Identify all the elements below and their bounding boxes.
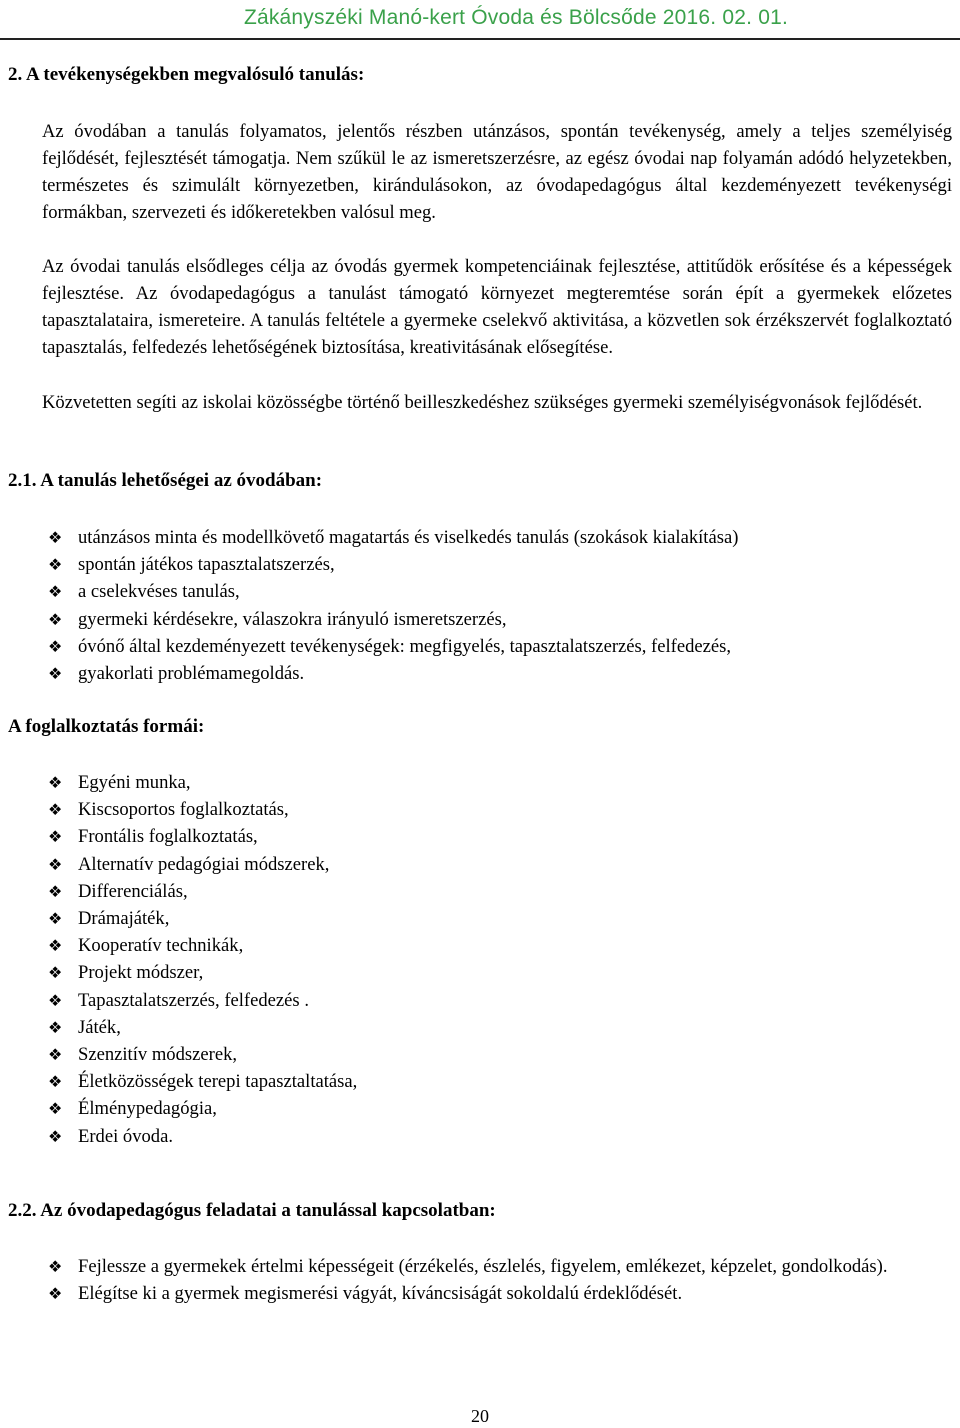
diamond-star-bullet-icon: ❖ [48, 582, 63, 602]
subsection-title-2-2: 2.2. Az óvodapedagógus feladatai a tanulással kapcsolatban: [8, 1200, 496, 1221]
diamond-star-bullet-icon: ❖ [48, 909, 63, 929]
list-item: ❖ Alternatív pedagógiai módszerek, [48, 851, 954, 878]
list-item: ❖ Differenciálás, [48, 878, 954, 905]
list-item: ❖ Kiscsoportos foglalkoztatás, [48, 796, 954, 823]
list-item: ❖ Játék, [48, 1014, 954, 1041]
diamond-star-bullet-icon: ❖ [48, 881, 63, 901]
list-item: ❖ gyakorlati problémamegoldás. [48, 660, 954, 687]
paragraph-1: Az óvodában a tanulás folyamatos, jelentős részben utánzásos, spontán tevékenység, amely a teljes személyiség fejlődését, fejlesztését támogatja. Nem szűkül le az ismeretszerzésre, az egész óvodai nap folyamán adódó helyzetekben, természetes és szimulált környezetben, kirándulásokon, az óvodapedagógus által kezdeményezett tevékenységi formákban, szervezeti és időkeretekben valósul meg. [42, 121, 952, 223]
subsection-title-forms: A foglalkoztatás formái: [8, 716, 205, 737]
diamond-star-bullet-icon: ❖ [48, 555, 63, 575]
diamond-star-bullet-icon: ❖ [48, 854, 63, 874]
diamond-star-bullet-icon: ❖ [48, 800, 63, 820]
list-item: ❖ utánzásos minta és modellkövető magatartás és viselkedés tanulás (szokások kialakítása) [48, 524, 954, 551]
diamond-star-bullet-icon: ❖ [48, 963, 63, 983]
learning-opportunities-list [48, 524, 954, 687]
section-title: 2. A tevékenységekben megvalósuló tanulás: [8, 64, 365, 85]
list-item: ❖ Élménypedagógia, [48, 1095, 954, 1122]
diamond-star-bullet-icon: ❖ [48, 1257, 63, 1276]
diamond-star-bullet-icon: ❖ [48, 664, 63, 684]
diamond-star-bullet-icon: ❖ [48, 827, 63, 847]
list-item: ❖ óvónő által kezdeményezett tevékenységek: megfigyelés, tapasztalatszerzés, felfedezés, [48, 633, 954, 660]
header-title: Zákányszéki Manó-kert Óvoda és Bölcsőde 2016. 02. 01. [243, 6, 788, 29]
subsection-title-2-1: 2.1. A tanulás lehetőségei az óvodában: [8, 470, 323, 491]
diamond-star-bullet-icon: ❖ [48, 1126, 63, 1146]
list-item: ❖ Frontális foglalkoztatás, [48, 823, 954, 850]
forms-list [48, 769, 954, 1150]
list-item: ❖ Erdei óvoda. [48, 1123, 954, 1150]
page-number: 20 [471, 1406, 489, 1426]
list-item: ❖ Elégítse ki a gyermek megismerési vágyát, kíváncsiságát sokoldalú érdeklődését. [48, 1280, 954, 1307]
diamond-star-bullet-icon: ❖ [48, 528, 63, 547]
paragraph-2: Az óvodai tanulás elsődleges célja az óvodás gyermek kompetenciáinak fejlesztése, attitűdök erősítése és a képességek fejlesztése. Az óvodapedagógus a tanulást támogató környezet megteremtése során épít a gyermekek előzetes tapasztalataira, ismereteire. A tanulás feltétele a gyermeke cselekvő aktivitása, a közvetlen sok érzékszervét foglalkoztató tapasztalás, felfedezés lehetőségének biztosítása, kreativitásának elősegítése. [42, 256, 952, 358]
diamond-star-bullet-icon: ❖ [48, 936, 63, 956]
diamond-star-bullet-icon: ❖ [48, 1045, 63, 1065]
teacher-tasks-list [48, 1253, 954, 1307]
diamond-star-bullet-icon: ❖ [48, 773, 63, 792]
header-divider [0, 38, 960, 40]
list-item: ❖ Drámajáték, [48, 905, 954, 932]
list-item: ❖ gyermeki kérdésekre, válaszokra irányuló ismeretszerzés, [48, 606, 954, 633]
list-item: ❖ Kooperatív technikák, [48, 932, 954, 959]
list-item: ❖ Életközösségek terepi tapasztaltatása, [48, 1068, 954, 1095]
list-item: ❖ a cselekvéses tanulás, [48, 578, 954, 605]
list-item: ❖ Egyéni munka, [48, 769, 954, 796]
paragraph-3: Közvetetten segíti az iskolai közösségbe történő beilleszkedéshez szükséges gyermeki személyiségvonások fejlődését. [42, 392, 923, 413]
list-item: ❖ Fejlessze a gyermekek értelmi képességeit (érzékelés, észlelés, figyelem, emlékezet, képzelet, gondolkodás). [48, 1253, 954, 1280]
list-item: ❖ spontán játékos tapasztalatszerzés, [48, 551, 954, 578]
diamond-star-bullet-icon: ❖ [48, 1099, 63, 1119]
page-header [0, 4, 960, 38]
list-item: ❖ Projekt módszer, [48, 959, 954, 986]
diamond-star-bullet-icon: ❖ [48, 636, 63, 656]
diamond-star-bullet-icon: ❖ [48, 990, 63, 1010]
list-item: ❖ Szenzitív módszerek, [48, 1041, 954, 1068]
diamond-star-bullet-icon: ❖ [48, 609, 63, 629]
diamond-star-bullet-icon: ❖ [48, 1017, 63, 1037]
list-item: ❖ Tapasztalatszerzés, felfedezés . [48, 987, 954, 1014]
diamond-star-bullet-icon: ❖ [48, 1072, 63, 1092]
diamond-star-bullet-icon: ❖ [48, 1284, 63, 1304]
